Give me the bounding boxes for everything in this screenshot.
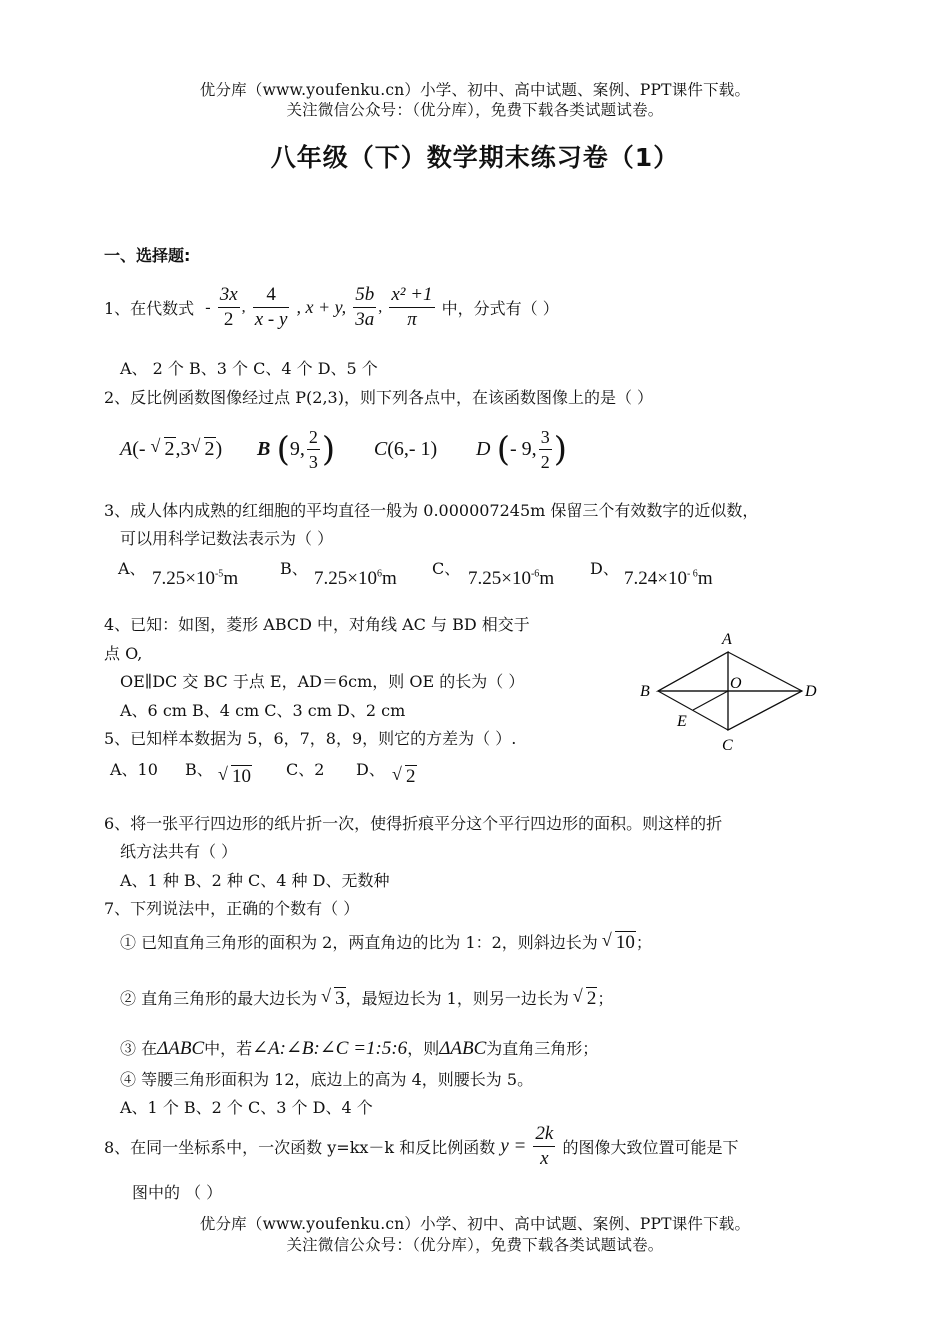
q7-s2b: ，最短边长为 1，则另一边长为	[345, 989, 569, 1008]
q1-fraction-2	[253, 283, 290, 332]
q8-f-num: 2k	[533, 1122, 555, 1147]
q7-text: 7、下列说法中，正确的个数有（ ）	[104, 899, 360, 918]
q7-options: A、1 个 B、2 个 C、3 个 D、4 个	[120, 1098, 373, 1117]
q3-option-a	[152, 568, 238, 590]
q2-a-root-2	[191, 438, 216, 461]
q7-s3-triangle-1: ΔABC	[157, 1038, 205, 1059]
q3-d-unit: m	[697, 568, 713, 589]
q7-s2-root-1	[321, 988, 346, 1010]
q1-minus: -	[205, 298, 211, 316]
section-heading: 一、选择题:	[104, 246, 191, 265]
q1-f1-den: 2	[223, 309, 234, 330]
q5-a: A、10	[110, 760, 158, 779]
q2-d-pre: - 9,	[510, 438, 537, 460]
q3-c-unit: m	[539, 568, 555, 589]
q6-options: A、1 种 B、2 种 C、4 种 D、无数种	[120, 871, 390, 890]
q8-line-2: 图中的 （ ）	[132, 1183, 223, 1202]
label-d: D	[805, 683, 817, 700]
q6-line-2: 纸方法共有（ ）	[120, 842, 238, 861]
q7-s3c: ，则	[407, 1039, 440, 1058]
q1-options: A、 2 个 B、3 个 C、4 个 D、5 个	[120, 359, 378, 378]
q5-d-root-val: 2	[406, 766, 416, 787]
q2-d-label: D	[475, 438, 491, 460]
rhombus-figure	[630, 622, 830, 762]
q3-option-b	[314, 568, 397, 590]
q3-b-unit: m	[381, 568, 397, 589]
q3-d-exp: - 6	[686, 568, 698, 580]
q2-a-open: (-	[132, 438, 151, 460]
q8-y-eq: y =	[500, 1135, 527, 1157]
segment-oe	[693, 691, 728, 710]
q7-s3b: 中，若	[204, 1039, 253, 1058]
q1-f2-num: 4	[253, 283, 290, 308]
q7-s2-root-2-val: 2	[586, 988, 597, 1009]
q1-f4-den: π	[407, 309, 417, 330]
q2-d-num: 3	[539, 425, 552, 450]
header-line-2: 关注微信公众号：（优分库），免费下载各类试题试卷。	[286, 101, 664, 119]
q3-c-exp: -6	[530, 568, 540, 580]
q2-b-fraction	[307, 425, 320, 474]
q5-c: C、2	[286, 760, 325, 779]
q2-b-num: 2	[307, 425, 320, 450]
q7-s2-root-1-val: 3	[335, 988, 345, 1009]
q7-s1-text: ① 已知直角三角形的面积为 2，两直角边的比为 1：2，则斜边长为	[120, 933, 598, 952]
q3-b-label: B、	[280, 559, 308, 578]
q3-option-d	[624, 568, 713, 590]
q8-fraction	[533, 1122, 555, 1171]
q2-a-label: A	[120, 438, 133, 460]
q2-text: 2、反比例函数图像经过点 P(2,3)，则下列各点中，在该函数图像上的是（ ）	[104, 388, 654, 407]
q7-s3-triangle-2: ΔABC	[439, 1038, 487, 1059]
q2-a-root-1-val: 2	[164, 438, 175, 460]
q7-s2a: ② 直角三角形的最大边长为	[120, 989, 318, 1008]
q3-c-val: 7.25×10	[468, 568, 531, 589]
q3-d-label: D、	[590, 559, 619, 578]
q1-f3-num: 5b	[353, 283, 376, 308]
q7-s3-angles: ∠A:∠B:∠C =1:5:6	[252, 1038, 408, 1059]
q7-s1-end: ；	[635, 933, 652, 952]
q7-s2-end: ；	[597, 989, 614, 1008]
q3-a-unit: m	[223, 568, 239, 589]
q2-c-val: (6,- 1)	[387, 438, 438, 460]
q3-a-exp: -5	[214, 568, 224, 580]
q5-b-root-val: 10	[232, 766, 251, 787]
q1-suffix: 中，分式有（ ）	[441, 299, 559, 318]
label-c: C	[722, 737, 733, 754]
q2-options: A(- √ 2,3√ 2) B (9, $\frac{2}{3}$ ) C(6,- 1) D (- 9, $\frac{3}{2}$ )	[120, 425, 567, 474]
q3-b-exp: 6	[376, 568, 382, 580]
q7-statement-2	[120, 986, 613, 1010]
q7-s1-root-val: 10	[615, 932, 635, 953]
q2-d-den: 2	[540, 452, 550, 472]
q4-options: A、6 cm B、4 cm C、3 cm D、2 cm	[120, 701, 406, 720]
q2-b-den: 3	[308, 452, 318, 472]
q2-d-fraction	[539, 425, 552, 474]
q4-line-1: 4、已知：如图，菱形 ABCD 中，对角线 AC 与 BD 相交于	[104, 615, 530, 634]
q1-fraction-3	[353, 283, 376, 332]
question-8	[104, 1122, 738, 1171]
q3-c-label: C、	[432, 559, 461, 578]
q2-b-pre: 9,	[289, 438, 305, 460]
q3-b-val: 7.25×10	[314, 568, 377, 589]
q3-line-1: 3、成人体内成熟的红细胞的平均直径一般为 0.000007245m 保留三个有效数字的近似数，	[104, 501, 759, 520]
q3-d-val: 7.24×10	[624, 568, 687, 589]
label-a: A	[722, 631, 732, 648]
q8-f-den: x	[540, 1148, 549, 1169]
q5-b-root	[218, 766, 252, 788]
q7-statement-1	[120, 930, 652, 954]
q2-c-label: C	[373, 438, 388, 460]
q2-a-root-2-val: 2	[204, 438, 215, 460]
q3-a-val: 7.25×10	[152, 568, 215, 589]
q2-a-root-1	[151, 438, 176, 461]
q1-f2-den: x - y	[254, 309, 288, 330]
q8-line-1: 8、在同一坐标系中，一次函数 y=kx－k 和反比例函数	[104, 1138, 496, 1157]
question-1: 1、在代数式 - $\frac{3x}{2}$ , $\frac{4}{x - y}$ , x + y, $\frac{5b}{3a}$ , $\frac{\text{x² +1}}{\pi}$ 中，分式有（ ）	[104, 284, 559, 330]
q3-line-2: 可以用科学记数法表示为（ ）	[120, 529, 334, 548]
page-title: 八年级（下）数学期末练习卷（1）	[270, 143, 680, 172]
q5-text: 5、已知样本数据为 5，6，7，8，9，则它的方差为（ ）.	[104, 729, 517, 748]
q1-fraction-4	[389, 283, 434, 332]
q5-d: D、	[356, 760, 385, 779]
q2-a-close: )	[215, 438, 223, 460]
q1-f4-num: x² +1	[389, 283, 434, 308]
q1-f3-den: 3a	[355, 309, 375, 330]
q7-s3d: 为直角三角形；	[486, 1039, 599, 1058]
q1-f1-num: 3x	[218, 283, 240, 308]
label-o: O	[730, 675, 742, 692]
label-e: E	[677, 713, 687, 730]
q1-prefix: 1、在代数式	[104, 299, 195, 318]
q8-line-1-end: 的图像大致位置可能是下	[562, 1138, 739, 1157]
footer-line-1: 优分库（www.youfenku.cn）小学、初中、高中试题、案例、PPT课件下载。	[199, 1215, 751, 1233]
q7-s2-root-2	[573, 988, 598, 1010]
q3-a-label: A、	[118, 559, 146, 578]
q7-statement-3	[120, 1036, 598, 1060]
header-line-1: 优分库（www.youfenku.cn）小学、初中、高中试题、案例、PPT课件下载。	[199, 81, 751, 99]
q4-line-3: OE∥DC 交 BC 于点 E，AD＝6cm，则 OE 的长为（ ）	[120, 672, 525, 691]
q6-line-1: 6、将一张平行四边形的纸片折一次，使得折痕平分这个平行四边形的面积。则这样的折	[104, 814, 723, 833]
q7-statement-4: ④ 等腰三角形面积为 12，底边上的高为 4，则腰长为 5。	[120, 1070, 534, 1089]
label-b: B	[640, 683, 650, 700]
footer-line-2: 关注微信公众号：（优分库），免费下载各类试题试卷。	[286, 1236, 664, 1254]
q5-d-root	[392, 766, 417, 788]
q1-fraction-1	[218, 283, 240, 332]
q7-s3a: ③ 在	[120, 1039, 158, 1058]
q7-s1-root	[602, 932, 636, 954]
q4-line-2: 点 O,	[104, 644, 143, 663]
q5-b: B、	[185, 760, 213, 779]
q2-b-label: B	[256, 438, 271, 460]
q3-option-c	[468, 568, 554, 590]
q2-a-mid: ,3	[175, 438, 191, 460]
q1-mid: , x + y,	[296, 297, 347, 317]
